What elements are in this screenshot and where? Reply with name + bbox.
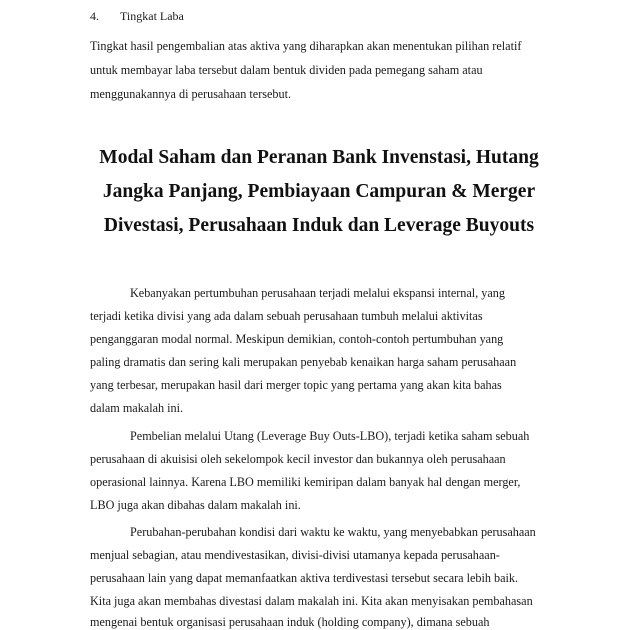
chapter-title-line: Divestasi, Perusahaan Induk dan Leverage Buyouts bbox=[103, 215, 535, 236]
chapter-title-line: Jangka Panjang, Pembiayaan Campuran & Merger bbox=[102, 181, 536, 202]
paragraph-line: Perubahan-perubahan kondisi dari waktu ke waktu, yang menyebabkan perusahaan bbox=[130, 525, 536, 539]
paragraph-line: Kita juga akan membahas divestasi dalam makalah ini. Kita akan menyisakan pembahasan bbox=[90, 594, 533, 608]
section-heading bbox=[90, 8, 184, 24]
paragraph-line: mengenai bentuk organisasi perusahaan induk (holding company), dimana sebuah bbox=[90, 615, 490, 629]
paragraph-line: menjual sebagian, atau mendivestasikan, divisi-divisi utamanya kepada perusahaan- bbox=[90, 548, 500, 562]
paragraph-line: terjadi ketika divisi yang ada dalam sebuah perusahaan tumbuh melalui aktivitas bbox=[90, 309, 483, 323]
chapter-title-line: Modal Saham dan Peranan Bank Invenstasi, Hutang bbox=[99, 147, 539, 168]
paragraph-line: dalam makalah ini. bbox=[90, 401, 184, 415]
paragraph-line: LBO juga akan dibahas dalam makalah ini. bbox=[90, 498, 301, 512]
paragraph-line: penganggaran modal normal. Meskipun demikian, contoh-contoh pertumbuhan yang bbox=[90, 332, 504, 346]
section-heading-text: Tingkat Laba bbox=[120, 9, 184, 23]
paragraph-line: perusahaan lain yang dapat memanfaatkan aktiva terdivestasi tersebut secara lebih baik. bbox=[90, 571, 519, 585]
body-line: menggunakannya di perusahaan tersebut. bbox=[90, 87, 292, 101]
body-line: Tingkat hasil pengembalian atas aktiva yang diharapkan akan menentukan pilihan relatif bbox=[90, 39, 522, 53]
body-line: untuk membayar laba tersebut dalam bentuk dividen pada pemegang saham atau bbox=[90, 63, 483, 77]
paragraph-line: yang terbesar, merupakan hasil dari merger topic yang pertama yang akan kita bahas bbox=[90, 378, 502, 392]
paragraph-line: operasional lainnya. Karena LBO memiliki kemiripan dalam banyak hal dengan merger, bbox=[90, 475, 521, 489]
paragraph-line: Kebanyakan pertumbuhan perusahaan terjadi melalui ekspansi internal, yang bbox=[130, 286, 505, 300]
paragraph-line: perusahaan di akuisisi oleh sekelompok kecil investor dan bukannya oleh perusahaan bbox=[90, 452, 506, 466]
paragraph-line: paling dramatis dan sering kali merupakan penyebab kenaikan harga saham perusahaan bbox=[90, 355, 517, 369]
section-number: 4. bbox=[90, 9, 99, 23]
paragraph-line: Pembelian melalui Utang (Leverage Buy Outs-LBO), terjadi ketika saham sebuah bbox=[130, 429, 530, 443]
